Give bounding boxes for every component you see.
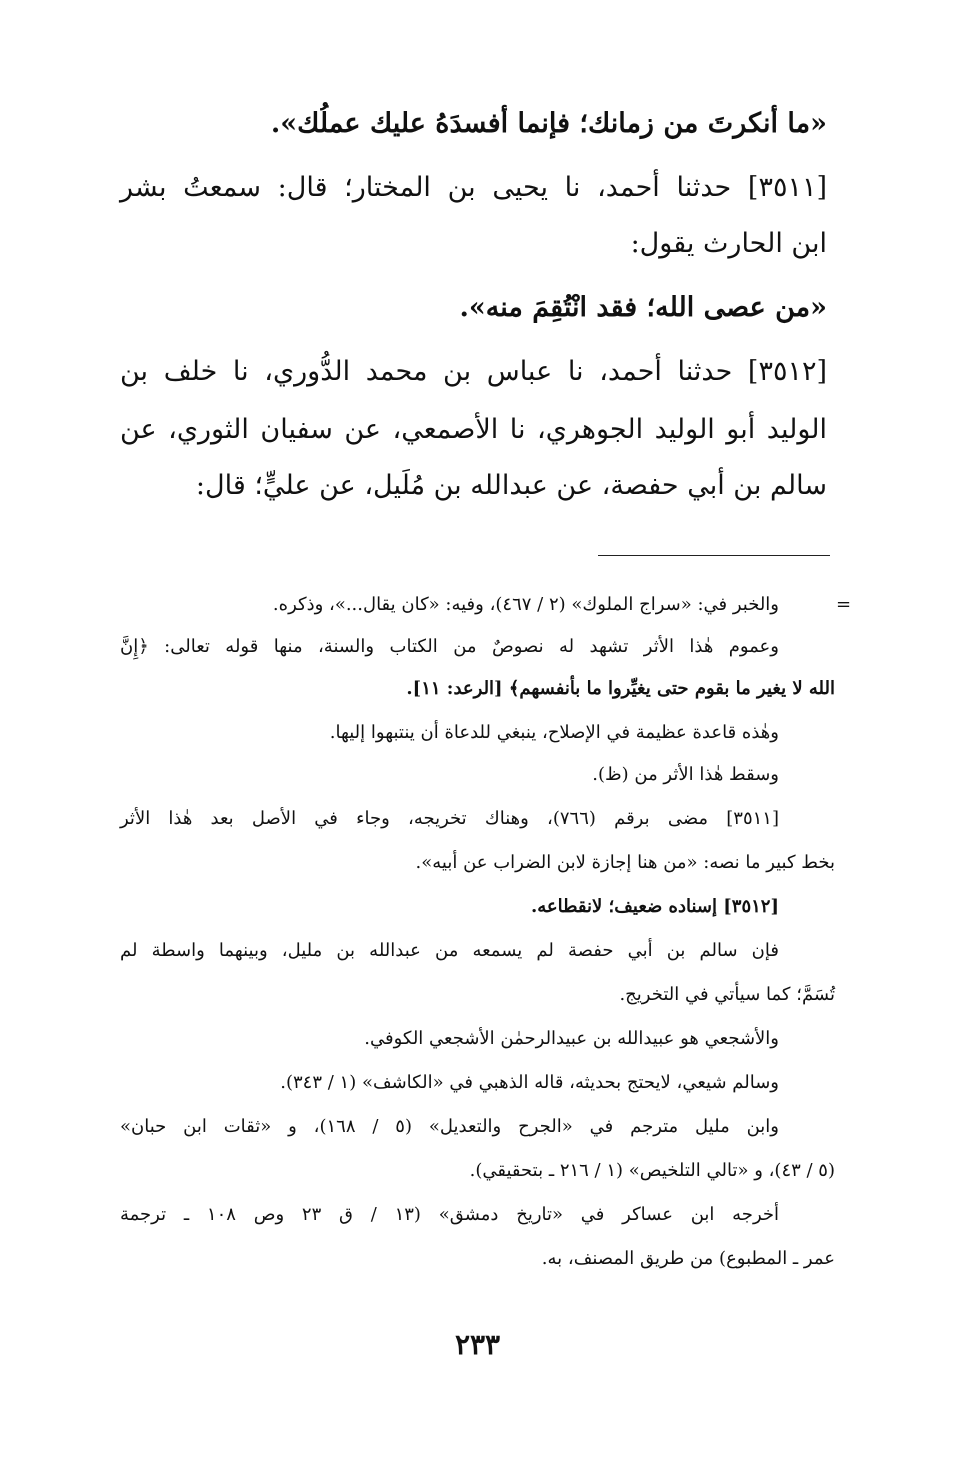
quote-line: «ما أنكرتَ من زمانك؛ فإنما أفسدَهُ عليك عملُك».	[270, 108, 827, 139]
footnote-line: وعموم هٰذا الأثر تشهد له نصوصٌ من الكتاب والسنة، منها قوله تعالى: ﴿إِنَّ	[120, 636, 779, 657]
footnote-line: وسقط هٰذا الأثر من (ظ).	[592, 764, 779, 785]
hadith-3511-line-1: [٣٥١١] حدثنا أحمد، نا يحيى بن المختار؛ قال: سمعتُ بشر	[120, 172, 827, 203]
footnote-line: [٣٥١١] مضى برقم (٧٦٦)، وهناك تخريجه، وجاء في الأصل بعد هٰذا الأثر	[120, 808, 779, 829]
footnote-line: بخط كبير ما نصه: «من هنا إجازة لابن الضراب عن أبيه».	[415, 852, 835, 873]
footnote-line: فإن سالم بن أبي حفصة لم يسمعه من عبدالله بن مليل، وبينهما واسطة لم	[120, 940, 779, 961]
footnote-line: (٥ / ٤٣)، و «تالي التلخيص» (١ / ٢١٦ ـ بتحقيقي).	[469, 1160, 835, 1181]
footnote-continuation-marker: =	[836, 594, 852, 615]
footnote-line: وسالم شيعي، لايحتج بحديثه، قاله الذهبي في «الكاشف» (١ / ٣٤٣).	[280, 1072, 779, 1093]
footnote-line: والخبر في: «سراج الملوك» (٢ / ٤٦٧)، وفيه: «كان يقال...»، وذكره.	[272, 594, 779, 615]
hadith-3512-line-2: الوليد أبو الوليد الجوهري، نا الأصمعي، عن سفيان الثوري، عن	[120, 414, 827, 445]
footnote-line: والأشجعي هو عبيدالله بن عبيدالرحمٰن الأشجعي الكوفي.	[364, 1028, 779, 1049]
footnote-line: وهٰذه قاعدة عظيمة في الإصلاح، ينبغي للدعاة أن ينتبهوا إليها.	[329, 722, 779, 743]
quote-line: «من عصى الله؛ فقد انْتُقِمَ منه».	[459, 292, 827, 323]
footnote-line: عمر ـ المطبوع) من طريق المصنف، به.	[541, 1248, 835, 1269]
hadith-3511-line-2: ابن الحارث يقول:	[630, 228, 827, 259]
hadith-3512-line-3: سالم بن أبي حفصة، عن عبدالله بن مُلَيل، عن عليٍّ؛ قال:	[195, 470, 827, 501]
footnote-line: تُسَمَّ؛ كما سيأتي في التخريج.	[619, 984, 835, 1005]
footnote-line: [٣٥١٢] إسناده ضعيف؛ لانقطاعه.	[530, 896, 779, 917]
footnote-line: وابن مليل مترجم في «الجرح والتعديل» (٥ / ١٦٨)، و «ثقات ابن حبان»	[120, 1116, 779, 1137]
footnote-separator	[598, 555, 830, 556]
page-number: ٢٣٣	[454, 1328, 501, 1361]
hadith-3512-line-1: [٣٥١٢] حدثنا أحمد، نا عباس بن محمد الدُّوري، نا خلف بن	[120, 356, 827, 387]
footnote-line: الله لا يغير ما بقوم حتى يغيِّروا ما بأنفسهم﴾ [الرعد: ١١].	[406, 678, 835, 699]
footnote-line: أخرجه ابن عساكر في «تاريخ دمشق» (١٣ / ق ٢٣ وص ١٠٨ ـ ترجمة	[120, 1204, 779, 1225]
